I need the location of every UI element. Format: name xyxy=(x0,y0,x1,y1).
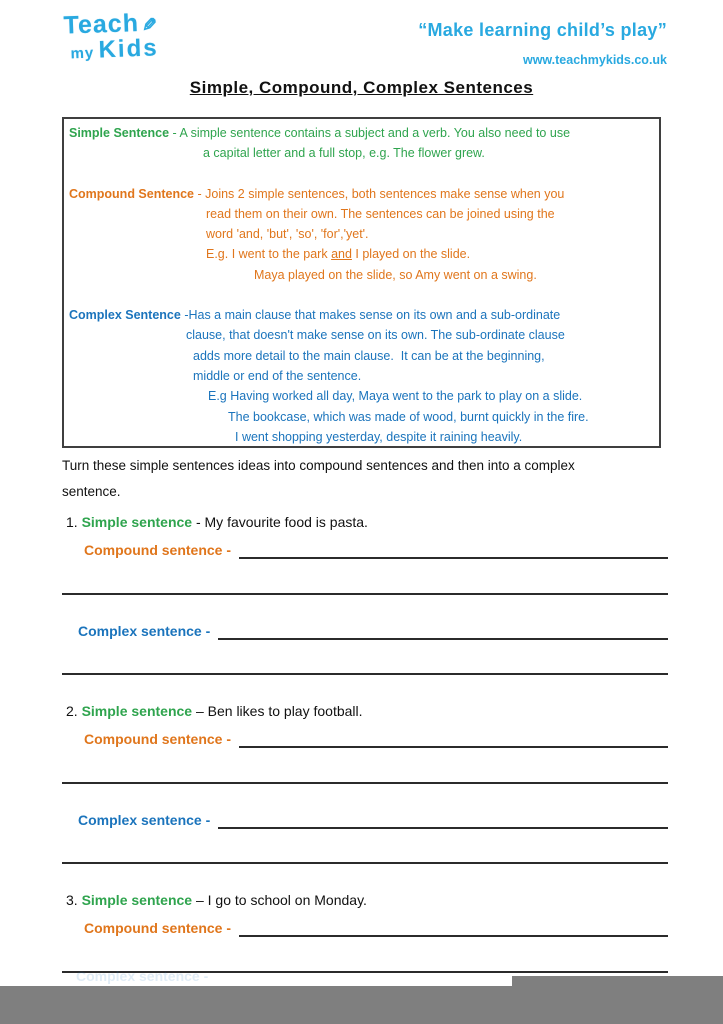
complex-sentence-label: Complex sentence - xyxy=(78,812,211,828)
complex-sentence-label: Complex Sentence xyxy=(69,308,181,323)
exercise-3-prompt xyxy=(66,890,668,910)
label-separator: - xyxy=(194,186,206,201)
instructions-line-1: Turn these simple sentences ideas into compound sentences and then into a complex xyxy=(62,458,575,473)
answer-line-full xyxy=(62,782,668,784)
definitions-box xyxy=(62,117,661,448)
compound-answer-row xyxy=(84,540,668,560)
definition-text: Joins 2 simple sentences, both sentences make sense when you xyxy=(205,186,565,201)
answer-line xyxy=(218,621,668,640)
label-separator: - xyxy=(180,308,189,323)
simple-sentence-definition xyxy=(69,123,657,164)
definition-line xyxy=(193,366,657,386)
definition-line xyxy=(206,244,657,264)
definition-line xyxy=(193,346,657,366)
page-title: Simple, Compound, Complex Sentences xyxy=(189,78,534,97)
definition-line xyxy=(186,325,657,345)
exercise-sentence: – I go to school on Monday. xyxy=(195,892,367,908)
definition-line xyxy=(69,123,657,143)
exercise-number: 3. xyxy=(66,892,78,908)
logo-word-mykids xyxy=(70,36,159,63)
exercise-2-prompt xyxy=(66,701,668,721)
complex-answer-row xyxy=(78,810,668,830)
instructions xyxy=(62,453,668,505)
definition-line xyxy=(69,305,657,325)
definition-text: clause, that doesn't make sense on its own. The sub-ordinate clause xyxy=(186,328,565,343)
definition-text: I went shopping yesterday, despite it raining heavily. xyxy=(235,429,523,444)
complex-sentence-definition xyxy=(69,305,657,447)
logo-text-teach: Teach xyxy=(63,9,140,40)
brand-tagline: “Make learning child’s play” xyxy=(418,20,667,40)
complex-sentence-label: Complex sentence - xyxy=(78,623,211,639)
gray-cutoff-overlay-bottom xyxy=(0,986,723,1024)
definition-text: E.g Having worked all day, Maya went to the park to play on a slide. xyxy=(208,389,583,404)
definition-line xyxy=(235,427,657,447)
header-right xyxy=(418,20,667,67)
simple-sentence-label: Simple Sentence xyxy=(69,126,170,140)
answer-line xyxy=(218,810,668,829)
answer-line xyxy=(239,918,668,937)
definition-line xyxy=(69,184,657,204)
brand-website: www.teachmykids.co.uk xyxy=(522,53,667,67)
simple-sentence-label: Simple sentence xyxy=(81,703,193,719)
pencil-icon: ✎ xyxy=(138,16,160,34)
answer-line xyxy=(239,729,668,748)
compound-sentence-label: Compound Sentence xyxy=(69,186,195,201)
exercise-number: 2. xyxy=(66,703,78,719)
answer-line-full xyxy=(62,673,668,675)
compound-answer-row xyxy=(84,729,668,749)
definition-text: A simple sentence contains a subject and a verb. You also need to use xyxy=(179,126,571,140)
answer-line-full xyxy=(62,862,668,864)
exercise-2 xyxy=(62,701,668,864)
underlined-word: and xyxy=(331,247,352,262)
compound-answer-row xyxy=(84,918,668,938)
definition-line xyxy=(254,265,657,285)
label-separator: - xyxy=(169,126,180,140)
definition-text: I played on the slide. xyxy=(351,247,471,262)
definition-text: a capital letter and a full stop, e.g. The flower grew. xyxy=(203,146,485,161)
definition-text: The bookcase, which was made of wood, burnt quickly in the fire. xyxy=(228,409,589,424)
definition-text: E.g. I went to the park xyxy=(206,247,332,262)
exercise-3 xyxy=(62,890,668,973)
logo-text-kids: Kids xyxy=(98,34,160,64)
definition-line xyxy=(208,386,657,406)
exercise-1-prompt xyxy=(66,512,668,532)
compound-sentence-definition xyxy=(69,184,657,285)
definition-text: Has a main clause that makes sense on its own and a sub-ordinate xyxy=(188,308,561,323)
definition-line xyxy=(203,143,657,163)
compound-sentence-label: Compound sentence - xyxy=(84,920,232,936)
definition-text: middle or end of the sentence. xyxy=(193,368,362,383)
definition-text: word 'and, 'but', 'so', 'for','yet'. xyxy=(206,227,369,242)
exercise-number: 1. xyxy=(66,514,78,530)
answer-line-full xyxy=(62,593,668,595)
exercise-sentence: - My favourite food is pasta. xyxy=(195,514,368,530)
definition-line xyxy=(206,224,657,244)
worksheet-body xyxy=(62,453,668,973)
simple-sentence-label: Simple sentence xyxy=(81,514,193,530)
exercise-list xyxy=(62,512,668,973)
logo-text-my: my xyxy=(70,44,95,63)
exercise-1 xyxy=(62,512,668,675)
instructions-line-2: sentence. xyxy=(62,484,121,499)
simple-sentence-label: Simple sentence xyxy=(81,892,193,908)
complex-answer-row xyxy=(78,621,668,641)
compound-sentence-label: Compound sentence - xyxy=(84,542,232,558)
definition-text: read them on their own. The sentences can be joined using the xyxy=(206,206,555,221)
compound-sentence-label: Compound sentence - xyxy=(84,731,232,747)
faint-complex-label: Complex sentence - xyxy=(76,968,209,984)
exercise-sentence: – Ben likes to play football. xyxy=(195,703,363,719)
definition-text: Maya played on the slide, so Amy went on a swing. xyxy=(254,267,537,282)
definition-line xyxy=(206,204,657,224)
definition-line xyxy=(228,407,657,427)
definition-text: adds more detail to the main clause. It can be at the beginning, xyxy=(193,348,545,363)
answer-line xyxy=(239,540,668,559)
teachmykids-logo xyxy=(63,10,159,63)
